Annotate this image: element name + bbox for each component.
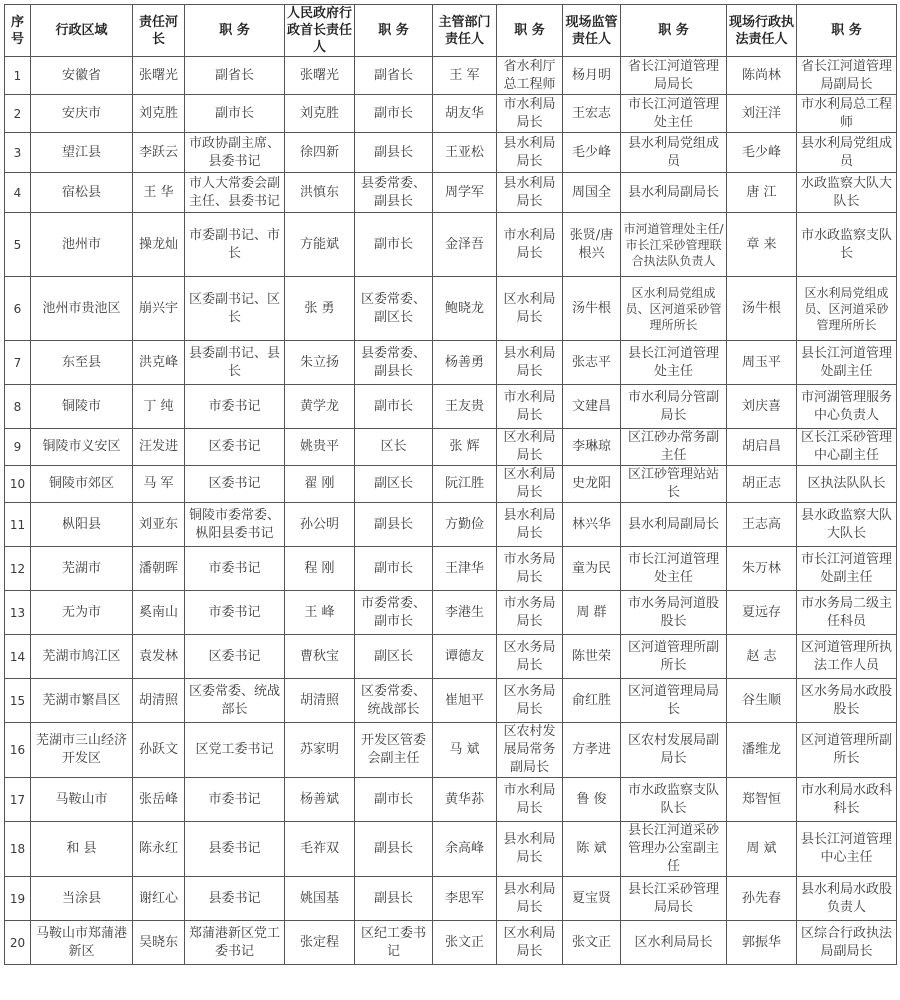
- site-supervisor-cell: 周国全: [563, 173, 621, 213]
- site-supervisor-cell: 陈 斌: [563, 822, 621, 877]
- row-index-cell: 12: [5, 547, 31, 591]
- header-cell: 职 务: [497, 5, 563, 57]
- dept-head-post-cell: 市水利局局长: [497, 95, 563, 133]
- enforcement-head-cell: 周 斌: [727, 822, 797, 877]
- table-row: [5, 877, 897, 921]
- header-row: [5, 5, 897, 57]
- region-cell: 安徽省: [31, 57, 133, 95]
- admin-head-post-cell: 市委常委、副市长: [355, 591, 433, 635]
- site-supervisor-post-cell: 区农村发展局副局长: [621, 723, 727, 778]
- enforcement-head-cell: 谷生顺: [727, 679, 797, 723]
- table-row: [5, 213, 897, 277]
- dept-head-post-cell: 区水利局局长: [497, 429, 563, 466]
- enforcement-head-cell: 郑智恒: [727, 778, 797, 822]
- river-chief-post-cell: 区委常委、统战部长: [185, 679, 285, 723]
- table-row: [5, 591, 897, 635]
- admin-head-post-cell: 副县长: [355, 503, 433, 547]
- river-chief-post-cell: 县委书记: [185, 877, 285, 921]
- site-supervisor-post-cell: 县长江采砂管理局局长: [621, 877, 727, 921]
- region-cell: 宿松县: [31, 173, 133, 213]
- dept-head-post-cell: 市水务局局长: [497, 591, 563, 635]
- admin-head-post-cell: 副县长: [355, 133, 433, 173]
- table-row: [5, 341, 897, 385]
- site-supervisor-post-cell: 区江砂管理站站长: [621, 466, 727, 503]
- site-supervisor-cell: 鲁 俊: [563, 778, 621, 822]
- enforcement-head-post-cell: 省长江河道管理局副局长: [797, 57, 897, 95]
- site-supervisor-cell: 陈世荣: [563, 635, 621, 679]
- row-index-cell: 10: [5, 466, 31, 503]
- enforcement-head-cell: 周玉平: [727, 341, 797, 385]
- region-cell: 芜湖市鸠江区: [31, 635, 133, 679]
- site-supervisor-post-cell: 县水利局党组成员: [621, 133, 727, 173]
- dept-head-post-cell: 县水利局局长: [497, 133, 563, 173]
- site-supervisor-cell: 周 群: [563, 591, 621, 635]
- admin-head-post-cell: 副区长: [355, 635, 433, 679]
- site-supervisor-cell: 史龙阳: [563, 466, 621, 503]
- enforcement-head-post-cell: 区河道管理所执法工作人员: [797, 635, 897, 679]
- river-chief-cell: 崩兴宇: [133, 277, 185, 341]
- admin-head-cell: 洪慎东: [285, 173, 355, 213]
- enforcement-head-cell: 朱万林: [727, 547, 797, 591]
- admin-head-cell: 方能斌: [285, 213, 355, 277]
- dept-head-cell: 阮江胜: [433, 466, 497, 503]
- admin-head-cell: 苏家明: [285, 723, 355, 778]
- admin-head-post-cell: 副市长: [355, 385, 433, 429]
- river-chief-post-cell: 县委副书记、县长: [185, 341, 285, 385]
- site-supervisor-post-cell: 市河道管理处主任/市长江采砂管理联合执法队负责人: [621, 213, 727, 277]
- enforcement-head-post-cell: 市水政监察支队长: [797, 213, 897, 277]
- admin-head-cell: 杨善斌: [285, 778, 355, 822]
- dept-head-cell: 杨善勇: [433, 341, 497, 385]
- region-cell: 马鞍山市郑蒲港新区: [31, 921, 133, 965]
- site-supervisor-post-cell: 区水利局党组成员、区河道采砂管理所所长: [621, 277, 727, 341]
- admin-head-cell: 徐四新: [285, 133, 355, 173]
- site-supervisor-post-cell: 省长江河道管理局局长: [621, 57, 727, 95]
- dept-head-cell: 周学军: [433, 173, 497, 213]
- river-chief-cell: 潘朝晖: [133, 547, 185, 591]
- site-supervisor-post-cell: 市水利局分管副局长: [621, 385, 727, 429]
- dept-head-cell: 黄华荪: [433, 778, 497, 822]
- enforcement-head-cell: 胡正志: [727, 466, 797, 503]
- enforcement-head-post-cell: 县水利局水政股负责人: [797, 877, 897, 921]
- river-chief-post-cell: 市委书记: [185, 547, 285, 591]
- site-supervisor-post-cell: 县水利局副局长: [621, 503, 727, 547]
- admin-head-cell: 刘克胜: [285, 95, 355, 133]
- admin-head-cell: 黄学龙: [285, 385, 355, 429]
- table-body: [5, 57, 897, 965]
- header-cell: 现场监管责任人: [563, 5, 621, 57]
- river-chief-cell: 汪发进: [133, 429, 185, 466]
- river-chief-cell: 张岳峰: [133, 778, 185, 822]
- table-row: [5, 921, 897, 965]
- river-chief-cell: 操龙灿: [133, 213, 185, 277]
- river-chief-post-cell: 铜陵市委常委、枞阳县委书记: [185, 503, 285, 547]
- table-row: [5, 429, 897, 466]
- river-chief-cell: 洪克峰: [133, 341, 185, 385]
- dept-head-cell: 方勤俭: [433, 503, 497, 547]
- admin-head-post-cell: 区长: [355, 429, 433, 466]
- table-row: [5, 133, 897, 173]
- river-chief-cell: 谢红心: [133, 877, 185, 921]
- dept-head-cell: 张 辉: [433, 429, 497, 466]
- river-chief-cell: 丁 纯: [133, 385, 185, 429]
- header-cell: 职 务: [621, 5, 727, 57]
- header-cell: 现场行政执法责任人: [727, 5, 797, 57]
- row-index-cell: 20: [5, 921, 31, 965]
- river-chief-post-cell: 市委副书记、市长: [185, 213, 285, 277]
- dept-head-post-cell: 县水利局局长: [497, 877, 563, 921]
- enforcement-head-cell: 胡启昌: [727, 429, 797, 466]
- row-index-cell: 17: [5, 778, 31, 822]
- site-supervisor-cell: 毛少峰: [563, 133, 621, 173]
- admin-head-post-cell: 副省长: [355, 57, 433, 95]
- enforcement-head-post-cell: 区长江采砂管理中心副主任: [797, 429, 897, 466]
- dept-head-cell: 王友贵: [433, 385, 497, 429]
- table-row: [5, 635, 897, 679]
- admin-head-cell: 曹秋宝: [285, 635, 355, 679]
- table-row: [5, 503, 897, 547]
- enforcement-head-post-cell: 县水政监察大队大队长: [797, 503, 897, 547]
- admin-head-post-cell: 区纪工委书记: [355, 921, 433, 965]
- table-row: [5, 679, 897, 723]
- dept-head-cell: 张文正: [433, 921, 497, 965]
- admin-head-post-cell: 区委常委、副区长: [355, 277, 433, 341]
- dept-head-cell: 胡友华: [433, 95, 497, 133]
- header-cell: 责任河长: [133, 5, 185, 57]
- row-index-cell: 16: [5, 723, 31, 778]
- site-supervisor-cell: 童为民: [563, 547, 621, 591]
- enforcement-head-post-cell: 县水利局党组成员: [797, 133, 897, 173]
- region-cell: 枞阳县: [31, 503, 133, 547]
- enforcement-head-cell: 唐 江: [727, 173, 797, 213]
- dept-head-cell: 鲍晓龙: [433, 277, 497, 341]
- region-cell: 安庆市: [31, 95, 133, 133]
- admin-head-post-cell: 副市长: [355, 213, 433, 277]
- river-chief-cell: 王 华: [133, 173, 185, 213]
- enforcement-head-post-cell: 水政监察大队大队长: [797, 173, 897, 213]
- table-row: [5, 95, 897, 133]
- dept-head-cell: 王 军: [433, 57, 497, 95]
- header-cell: 职 务: [185, 5, 285, 57]
- enforcement-head-cell: 赵 志: [727, 635, 797, 679]
- river-chief-post-cell: 区委书记: [185, 635, 285, 679]
- river-chief-cell: 刘亚东: [133, 503, 185, 547]
- admin-head-cell: 胡清照: [285, 679, 355, 723]
- site-supervisor-post-cell: 县长江河道管理处主任: [621, 341, 727, 385]
- enforcement-head-post-cell: 市水利局总工程师: [797, 95, 897, 133]
- river-chief-post-cell: 市委书记: [185, 778, 285, 822]
- region-cell: 和 县: [31, 822, 133, 877]
- enforcement-head-cell: 毛少峰: [727, 133, 797, 173]
- header-cell: 行政区域: [31, 5, 133, 57]
- dept-head-post-cell: 县水利局局长: [497, 173, 563, 213]
- row-index-cell: 15: [5, 679, 31, 723]
- admin-head-post-cell: 副市长: [355, 547, 433, 591]
- dept-head-cell: 王亚松: [433, 133, 497, 173]
- dept-head-post-cell: 区农村发展局常务副局长: [497, 723, 563, 778]
- enforcement-head-post-cell: 市水务局二级主任科员: [797, 591, 897, 635]
- table-row: [5, 466, 897, 503]
- region-cell: 铜陵市义安区: [31, 429, 133, 466]
- table-row: [5, 385, 897, 429]
- river-chief-post-cell: 市人大常委会副主任、县委书记: [185, 173, 285, 213]
- site-supervisor-cell: 夏宝贤: [563, 877, 621, 921]
- region-cell: 池州市贵池区: [31, 277, 133, 341]
- header-cell: 职 务: [797, 5, 897, 57]
- site-supervisor-cell: 文建昌: [563, 385, 621, 429]
- region-cell: 芜湖市: [31, 547, 133, 591]
- admin-head-post-cell: 副县长: [355, 877, 433, 921]
- river-chief-post-cell: 副市长: [185, 95, 285, 133]
- admin-head-post-cell: 县委常委、副县长: [355, 341, 433, 385]
- site-supervisor-post-cell: 市长江河道管理处主任: [621, 547, 727, 591]
- river-chief-post-cell: 区委书记: [185, 429, 285, 466]
- table-row: [5, 723, 897, 778]
- region-cell: 望江县: [31, 133, 133, 173]
- enforcement-head-cell: 刘庆喜: [727, 385, 797, 429]
- region-cell: 东至县: [31, 341, 133, 385]
- row-index-cell: 6: [5, 277, 31, 341]
- site-supervisor-post-cell: 区河道管理局局长: [621, 679, 727, 723]
- dept-head-post-cell: 市水利局局长: [497, 778, 563, 822]
- site-supervisor-cell: 王宏志: [563, 95, 621, 133]
- river-chief-cell: 马 军: [133, 466, 185, 503]
- site-supervisor-cell: 张文正: [563, 921, 621, 965]
- dept-head-post-cell: 区水务局局长: [497, 635, 563, 679]
- site-supervisor-cell: 方孝进: [563, 723, 621, 778]
- admin-head-cell: 孙公明: [285, 503, 355, 547]
- dept-head-post-cell: 县水利局局长: [497, 341, 563, 385]
- enforcement-head-post-cell: 县长江河道管理处副主任: [797, 341, 897, 385]
- enforcement-head-cell: 刘汪洋: [727, 95, 797, 133]
- enforcement-head-post-cell: 区综合行政执法局副局长: [797, 921, 897, 965]
- admin-head-cell: 毛祚双: [285, 822, 355, 877]
- river-chief-post-cell: 区委书记: [185, 466, 285, 503]
- enforcement-head-post-cell: 市长江河道管理处副主任: [797, 547, 897, 591]
- row-index-cell: 1: [5, 57, 31, 95]
- site-supervisor-cell: 张贤/唐根兴: [563, 213, 621, 277]
- site-supervisor-post-cell: 区水利局局长: [621, 921, 727, 965]
- admin-head-cell: 张曙光: [285, 57, 355, 95]
- enforcement-head-cell: 陈尚林: [727, 57, 797, 95]
- dept-head-post-cell: 市水利局局长: [497, 213, 563, 277]
- region-cell: 马鞍山市: [31, 778, 133, 822]
- admin-head-post-cell: 副县长: [355, 822, 433, 877]
- admin-head-cell: 朱立扬: [285, 341, 355, 385]
- row-index-cell: 13: [5, 591, 31, 635]
- admin-head-cell: 张定程: [285, 921, 355, 965]
- river-chief-cell: 刘克胜: [133, 95, 185, 133]
- enforcement-head-cell: 王志高: [727, 503, 797, 547]
- enforcement-head-cell: 章 来: [727, 213, 797, 277]
- river-chief-cell: 袁发林: [133, 635, 185, 679]
- site-supervisor-post-cell: 区河道管理所副所长: [621, 635, 727, 679]
- region-cell: 铜陵市郊区: [31, 466, 133, 503]
- river-chief-cell: 孙跃文: [133, 723, 185, 778]
- river-chief-post-cell: 郑蒲港新区党工委书记: [185, 921, 285, 965]
- admin-head-post-cell: 开发区管委会副主任: [355, 723, 433, 778]
- dept-head-cell: 谭德友: [433, 635, 497, 679]
- region-cell: 无为市: [31, 591, 133, 635]
- row-index-cell: 11: [5, 503, 31, 547]
- admin-head-post-cell: 副区长: [355, 466, 433, 503]
- header-cell: 职 务: [355, 5, 433, 57]
- site-supervisor-cell: 林兴华: [563, 503, 621, 547]
- site-supervisor-post-cell: 县水利局副局长: [621, 173, 727, 213]
- admin-head-cell: 姚贵平: [285, 429, 355, 466]
- river-chief-cell: 吴晓东: [133, 921, 185, 965]
- admin-head-cell: 程 刚: [285, 547, 355, 591]
- river-chief-post-cell: 市委书记: [185, 385, 285, 429]
- row-index-cell: 14: [5, 635, 31, 679]
- site-supervisor-cell: 李琳琼: [563, 429, 621, 466]
- dept-head-post-cell: 区水务局局长: [497, 679, 563, 723]
- row-index-cell: 3: [5, 133, 31, 173]
- river-chief-cell: 张曙光: [133, 57, 185, 95]
- site-supervisor-post-cell: 县长江河道采砂管理办公室副主任: [621, 822, 727, 877]
- enforcement-head-post-cell: 县长江河道管理中心主任: [797, 822, 897, 877]
- enforcement-head-post-cell: 区水务局水政股股长: [797, 679, 897, 723]
- river-chief-cell: 胡清照: [133, 679, 185, 723]
- river-chief-cell: 李跃云: [133, 133, 185, 173]
- responsibility-table: [4, 4, 897, 965]
- river-chief-post-cell: 市委书记: [185, 591, 285, 635]
- enforcement-head-post-cell: 区河道管理所副所长: [797, 723, 897, 778]
- river-chief-post-cell: 市政协副主席、县委书记: [185, 133, 285, 173]
- river-chief-post-cell: 县委书记: [185, 822, 285, 877]
- admin-head-post-cell: 区委常委、统战部长: [355, 679, 433, 723]
- dept-head-cell: 王津华: [433, 547, 497, 591]
- dept-head-post-cell: 市水务局局长: [497, 547, 563, 591]
- row-index-cell: 4: [5, 173, 31, 213]
- admin-head-cell: 姚国基: [285, 877, 355, 921]
- enforcement-head-post-cell: 区水利局党组成员、区河道采砂管理所所长: [797, 277, 897, 341]
- site-supervisor-cell: 杨月明: [563, 57, 621, 95]
- region-cell: 池州市: [31, 213, 133, 277]
- enforcement-head-post-cell: 区执法队队长: [797, 466, 897, 503]
- dept-head-post-cell: 区水利局局长: [497, 466, 563, 503]
- enforcement-head-cell: 潘维龙: [727, 723, 797, 778]
- site-supervisor-cell: 张志平: [563, 341, 621, 385]
- table-row: [5, 277, 897, 341]
- dept-head-post-cell: 市水利局局长: [497, 385, 563, 429]
- site-supervisor-post-cell: 市长江河道管理处主任: [621, 95, 727, 133]
- region-cell: 当涂县: [31, 877, 133, 921]
- dept-head-cell: 李思军: [433, 877, 497, 921]
- enforcement-head-cell: 孙先春: [727, 877, 797, 921]
- dept-head-post-cell: 县水利局局长: [497, 822, 563, 877]
- site-supervisor-cell: 俞红胜: [563, 679, 621, 723]
- header-cell: 主管部门责任人: [433, 5, 497, 57]
- header-cell: 序号: [5, 5, 31, 57]
- dept-head-cell: 崔旭平: [433, 679, 497, 723]
- enforcement-head-post-cell: 市河湖管理服务中心负责人: [797, 385, 897, 429]
- dept-head-cell: 马 斌: [433, 723, 497, 778]
- river-chief-post-cell: 副省长: [185, 57, 285, 95]
- site-supervisor-post-cell: 区江砂办常务副主任: [621, 429, 727, 466]
- dept-head-cell: 李港生: [433, 591, 497, 635]
- region-cell: 芜湖市繁昌区: [31, 679, 133, 723]
- table-row: [5, 778, 897, 822]
- header-cell: 人民政府行政首长责任人: [285, 5, 355, 57]
- river-chief-post-cell: 区党工委书记: [185, 723, 285, 778]
- admin-head-post-cell: 县委常委、副县长: [355, 173, 433, 213]
- site-supervisor-post-cell: 市水务局河道股股长: [621, 591, 727, 635]
- table-row: [5, 57, 897, 95]
- dept-head-cell: 余高峰: [433, 822, 497, 877]
- dept-head-post-cell: 区水利局局长: [497, 921, 563, 965]
- admin-head-post-cell: 副市长: [355, 778, 433, 822]
- dept-head-cell: 金泽吾: [433, 213, 497, 277]
- site-supervisor-post-cell: 市水政监察支队队长: [621, 778, 727, 822]
- table-row: [5, 822, 897, 877]
- dept-head-post-cell: 县水利局局长: [497, 503, 563, 547]
- admin-head-post-cell: 副市长: [355, 95, 433, 133]
- enforcement-head-cell: 夏远存: [727, 591, 797, 635]
- river-chief-post-cell: 区委副书记、区长: [185, 277, 285, 341]
- dept-head-post-cell: 区水利局局长: [497, 277, 563, 341]
- row-index-cell: 7: [5, 341, 31, 385]
- enforcement-head-post-cell: 市水利局水政科科长: [797, 778, 897, 822]
- table-row: [5, 547, 897, 591]
- admin-head-cell: 王 峰: [285, 591, 355, 635]
- row-index-cell: 19: [5, 877, 31, 921]
- row-index-cell: 18: [5, 822, 31, 877]
- row-index-cell: 9: [5, 429, 31, 466]
- enforcement-head-cell: 郭振华: [727, 921, 797, 965]
- admin-head-cell: 翟 刚: [285, 466, 355, 503]
- region-cell: 芜湖市三山经济开发区: [31, 723, 133, 778]
- site-supervisor-cell: 汤牛根: [563, 277, 621, 341]
- row-index-cell: 8: [5, 385, 31, 429]
- river-chief-cell: 奚南山: [133, 591, 185, 635]
- dept-head-post-cell: 省水利厅总工程师: [497, 57, 563, 95]
- table-row: [5, 173, 897, 213]
- region-cell: 铜陵市: [31, 385, 133, 429]
- river-chief-cell: 陈永红: [133, 822, 185, 877]
- row-index-cell: 2: [5, 95, 31, 133]
- enforcement-head-cell: 汤牛根: [727, 277, 797, 341]
- row-index-cell: 5: [5, 213, 31, 277]
- admin-head-cell: 张 勇: [285, 277, 355, 341]
